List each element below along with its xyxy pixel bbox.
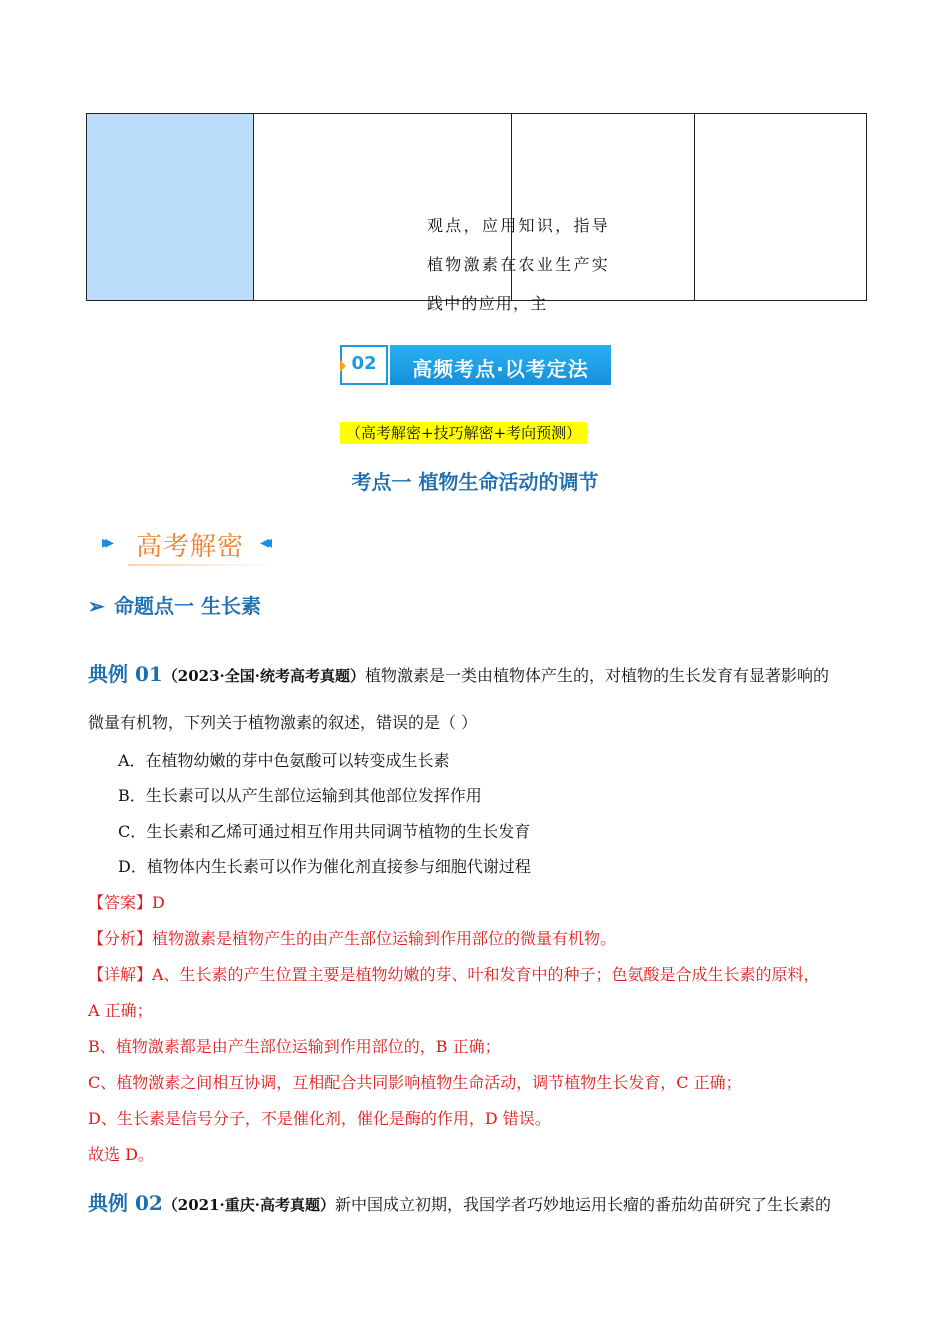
option-c: C．生长素和乙烯可通过相互作用共同调节植物的生长发育	[118, 822, 531, 841]
double-arrow-left-icon: ◂◂	[260, 532, 267, 553]
example2-stem	[88, 1187, 831, 1216]
example2-source: （2021·重庆·高考真题）	[162, 1196, 335, 1214]
example1-stem-line2: 微量有机物，下列关于植物激素的叙述，错误的是（ ）	[88, 713, 478, 732]
example1-stem-line1: 植物激素是一类由植物体产生的，对植物的生长发育有显著影响的	[365, 666, 830, 685]
double-arrow-right-icon: ▸▸	[102, 532, 109, 553]
example1-source: （2023·全国·统考高考真题）	[162, 667, 365, 685]
gkjm-header	[98, 524, 288, 566]
section-number-box	[340, 345, 388, 385]
option-d: D．植物体内生长素可以作为催化剂直接参与细胞代谢过程	[118, 857, 531, 876]
detail-line: D、生长素是信号分子，不是催化剂，催化是酶的作用，D 错误。	[88, 1109, 551, 1128]
detail-line: C、植物激素之间相互协调，互相配合共同影响植物生命活动，调节植物生长发育，C 正确；	[88, 1073, 742, 1092]
section-subtitle: （高考解密+技巧解密+考向预测）	[340, 422, 587, 444]
gkjm-label: 高考解密	[136, 532, 245, 562]
conclusion: 故选 D。	[88, 1145, 154, 1164]
table-cell-highlight	[87, 114, 254, 300]
gkjm-underline	[128, 564, 278, 566]
mingtidian-label: 命题点一 生长素	[114, 594, 261, 618]
example2-stem-line1: 新中国成立初期，我国学者巧妙地运用长瘤的番茄幼苗研究了生长素的	[335, 1195, 832, 1214]
section-title: 高频考点·以考定法	[412, 357, 589, 381]
example1-label: 典例 01	[88, 662, 163, 686]
section-banner	[338, 343, 613, 389]
section-number: 02	[351, 353, 377, 374]
answer: 【答案】D	[88, 893, 165, 912]
analysis: 【分析】植物激素是植物产生的由产生部位运输到作用部位的微量有机物。	[88, 929, 617, 948]
example2-label: 典例 02	[88, 1191, 163, 1215]
option-a: A．在植物幼嫩的芽中色氨酸可以转变成生长素	[118, 751, 450, 770]
option-b: B．生长素可以从产生部位运输到其他部位发挥作用	[118, 786, 482, 805]
kaodian-title: 考点一 植物生命活动的调节	[351, 470, 599, 494]
mingtidian-heading	[88, 590, 261, 619]
detail-line: A 正确；	[88, 1001, 153, 1020]
section-title-box	[390, 345, 611, 385]
table-cell-text: 观点，应用知识，指导植物激素在农业生产实践中的应用，主	[427, 216, 609, 313]
table-cell	[695, 114, 867, 300]
detail-line: 【详解】A、生长素的产生位置主要是植物幼嫩的芽、叶和发育中的种子；色氨酸是合成生长素的原料，	[88, 965, 820, 984]
detail-line: B、植物激素都是由产生部位运输到作用部位的，B 正确；	[88, 1037, 501, 1056]
chevron-right-icon: ➢	[88, 594, 105, 618]
example1-stem	[88, 658, 829, 687]
